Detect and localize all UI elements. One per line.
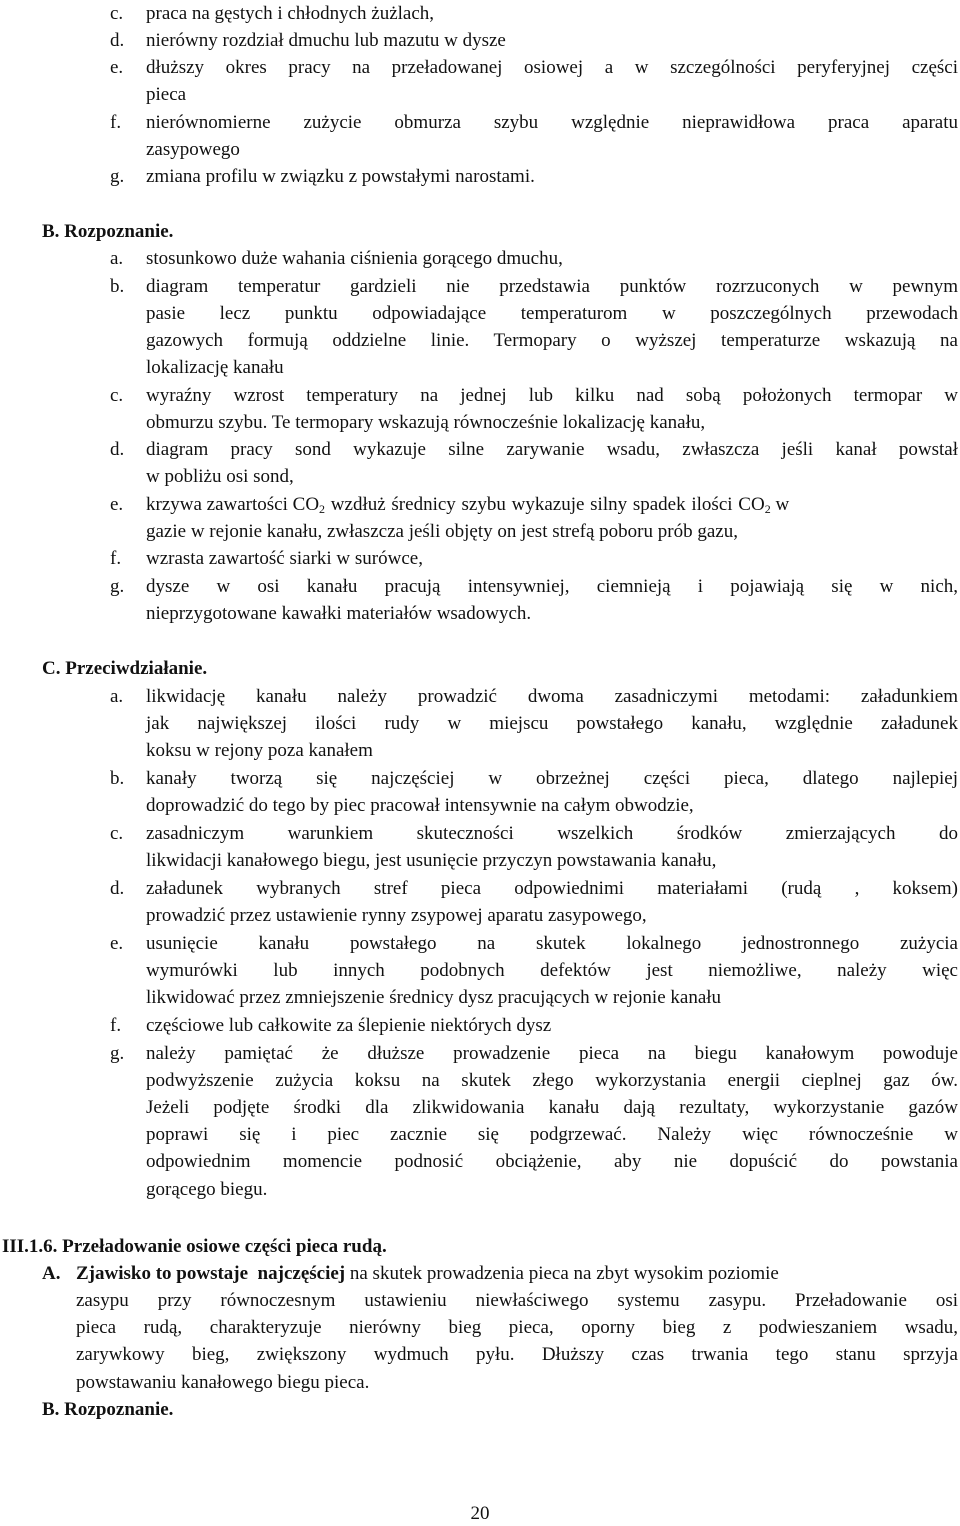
list-item-text: kanały tworzą się najczęściej w obrzeżnej części pieca, dlatego najlepiej (146, 768, 958, 789)
list-label: a. (110, 686, 124, 707)
section-heading: B. Rozpoznanie. (42, 221, 174, 242)
paragraph-line: zasypu przy równoczesnym ustawieniu niewłaściwego systemu zasypu. Przeładowanie osi (76, 1290, 958, 1311)
text-span: w (770, 494, 790, 515)
list-item-text: załadunek wybranych stref pieca odpowiednimi materiałami (rudą , koksem) (146, 878, 958, 899)
list-item-text: pasie lecz punktu odpowiadające temperaturom w poszczególnych przewodach (146, 303, 958, 324)
list-item-text: wymurówki lub innych podobnych defektów jest niemożliwe, należy więc (146, 960, 958, 981)
list-item-text-co2 (146, 491, 958, 518)
list-item-text: stosunkowo duże wahania ciśnienia gorącego dmuchu, (146, 248, 563, 269)
list-label: e. (110, 494, 124, 515)
list-item-text: koksu w rejony poza kanałem (146, 740, 373, 761)
list-label: f. (110, 548, 122, 569)
list-item-text: odpowiednim momencie podnosić obciążenie, aby nie dopuścić do powstania (146, 1151, 958, 1172)
section-heading: C. Przeciwdziałanie. (42, 658, 208, 679)
text-span: na skutek prowadzenia pieca na zbyt wysokim poziomie (345, 1263, 779, 1284)
text-span: krzywa zawartości CO (146, 494, 320, 515)
list-item-text: nieprzygotowane kawałki materiałów wsadowych. (146, 603, 532, 624)
list-item-text: obmurzu szybu. Te termopary wskazują równocześnie lokalizację kanału, (146, 412, 706, 433)
list-item-text: zasadniczym warunkiem skuteczności wszelkich środków zmierzających do (146, 823, 958, 844)
list-item-text: częściowe lub całkowite za ślepienie niektórych dysz (146, 1015, 552, 1036)
page-number: 20 (470, 1503, 490, 1524)
list-label: b. (110, 276, 125, 297)
section-heading: B. Rozpoznanie. (42, 1399, 174, 1420)
list-item-text: dłuższy okres pracy na przeładowanej osiowej a w szczególności peryferyjnej części (146, 57, 958, 78)
list-label: a. (110, 248, 124, 269)
list-label: d. (110, 439, 125, 460)
list-label: g. (110, 166, 125, 187)
list-item-text: likwidację kanału należy prowadzić dwoma zasadniczymi metodami: załadunkiem (146, 686, 958, 707)
list-item-text: dysze w osi kanału pracują intensywniej, ciemnieją i pojawiają się w nich, (146, 576, 958, 597)
section-heading: III.1.6. Przeładowanie osiowe części pieca rudą. (2, 1236, 387, 1257)
paragraph-line: pieca rudą, charakteryzuje nierówny bieg pieca, oporny bieg z podwieszaniem wsadu, (76, 1317, 958, 1338)
list-label: c. (110, 823, 124, 844)
list-label: g. (110, 1043, 125, 1064)
bold-text: Zjawisko to powstaje najczęściej (76, 1263, 346, 1284)
list-label: d. (110, 878, 125, 899)
paragraph-first-line (76, 1260, 958, 1287)
list-item-text: prowadzić przez ustawienie rynny zsypowej aparatu zasypowego, (146, 905, 647, 926)
list-item-text: diagram temperatur gardzieli nie przedstawia punktów rozrzuconych w pewnym (146, 276, 958, 297)
list-item-text: należy pamiętać że dłuższe prowadzenie pieca na biegu kanałowym powoduje (146, 1043, 958, 1064)
list-label: d. (110, 30, 125, 51)
list-item-text: praca na gęstych i chłodnych żużlach, (146, 3, 435, 24)
list-label: g. (110, 576, 125, 597)
list-item-text: lokalizację kanału (146, 357, 284, 378)
list-item-text: poprawi się i piec zacznie się podgrzewać. Należy więc równocześnie w (146, 1124, 958, 1145)
list-item-text: usunięcie kanału powstałego na skutek lokalnego jednostronnego zużycia (146, 933, 958, 954)
list-item-text: nierównomierne zużycie obmurza szybu względnie nieprawidłowa praca aparatu (146, 112, 958, 133)
list-item-text: podwyższenie zużycia koksu na skutek złego wykorzystania energii cieplnej gaz ów. (146, 1070, 958, 1091)
list-item-text: zmiana profilu w związku z powstałymi narostami. (146, 166, 535, 187)
list-item-text: likwidować przez zmniejszenie średnicy dysz pracujących w rejonie kanału (146, 987, 722, 1008)
list-item-text: pieca (146, 84, 187, 105)
list-item-text: gorącego biegu. (146, 1179, 268, 1200)
list-item-text: nierówny rozdział dmuchu lub mazutu w dysze (146, 30, 506, 51)
list-item-text: diagram pracy sond wykazuje silne zarywanie wsadu, zwłaszcza jeśli kanał powstał (146, 439, 958, 460)
list-item-text: jak największej ilości rudy w miejscu powstałego kanału, względnie załadunek (146, 713, 958, 734)
paragraph-label: A. (42, 1263, 61, 1284)
subscript: 2 (764, 502, 771, 516)
list-label: f. (110, 1015, 122, 1036)
paragraph-line: powstawaniu kanałowego biegu pieca. (76, 1372, 370, 1393)
list-item-text: doprowadzić do tego by piec pracował intensywnie na całym obwodzie, (146, 795, 694, 816)
list-item-text: wyraźny wzrost temperatury na jednej lub kilku nad sobą położonych termopar w (146, 385, 958, 406)
list-item-text: Jeżeli podjęte środki dla zlikwidowania kanału dają rezultaty, wykorzystanie gazów (146, 1097, 958, 1118)
paragraph-line: zarywkowy bieg, zwiększony wydmuch pyłu. Dłuższy czas trwania tego stanu sprzyja (76, 1344, 958, 1365)
list-label: c. (110, 385, 124, 406)
list-item-text: gazie w rejonie kanału, zwłaszcza jeśli objęty on jest strefą poboru prób gazu, (146, 521, 738, 542)
list-label: b. (110, 768, 125, 789)
subscript: 2 (319, 502, 326, 516)
list-label: c. (110, 3, 124, 24)
list-label: e. (110, 57, 124, 78)
list-item-text: zasypowego (146, 139, 240, 160)
list-item-text: gazowych formują oddzielne linie. Termopary o wyższej temperaturze wskazują na (146, 330, 958, 351)
list-item-text: w pobliżu osi sond, (146, 466, 294, 487)
list-item-text: likwidacji kanałowego biegu, jest usunięcie przyczyn powstawania kanału, (146, 850, 717, 871)
list-label: e. (110, 933, 124, 954)
list-item-text: wzrasta zawartość siarki w surówce, (146, 548, 423, 569)
list-label: f. (110, 112, 122, 133)
text-span: wzdłuż średnicy szybu wykazuje silny spadek ilości CO (325, 494, 765, 515)
